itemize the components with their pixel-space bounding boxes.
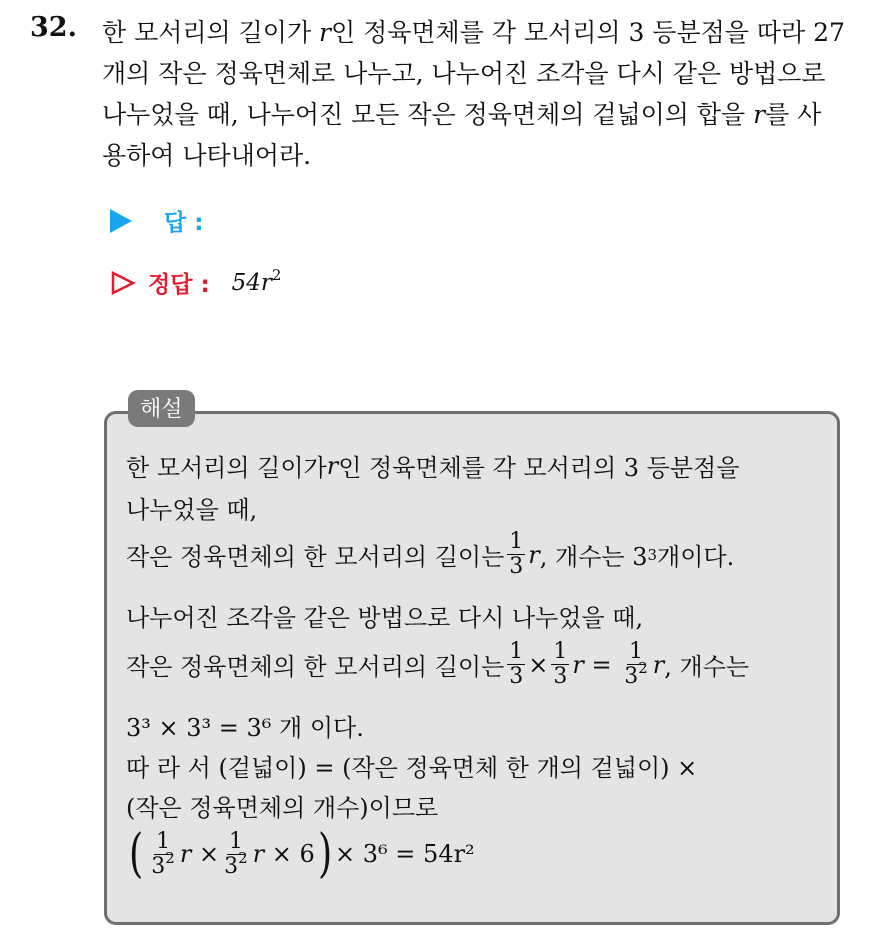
- solution-tag: 해설: [128, 390, 195, 427]
- question-number: 32.: [30, 12, 77, 43]
- correct-answer-label: 정답 :: [148, 272, 210, 298]
- question-text: 한 모서리의 길이가 r인 정육면체를 각 모서리의 3 등분점을 따라 27 개의 작은 정육면체로 나누고, 나누어진 조각을 다시 같은 방법으로 나누었을 때, 나누어진 모든 작은 정육면체의 겉넓이의 합을 r를 사 용하여 나타내어라.: [102, 18, 845, 170]
- correct-answer-row: [110, 266, 281, 299]
- answer-label: 답 :: [164, 210, 204, 236]
- play-triangle-icon: [110, 209, 132, 233]
- correct-answer-value: $54r^2$: [231, 265, 282, 296]
- answer-row: [110, 204, 203, 237]
- outline-triangle-icon: [110, 270, 136, 296]
